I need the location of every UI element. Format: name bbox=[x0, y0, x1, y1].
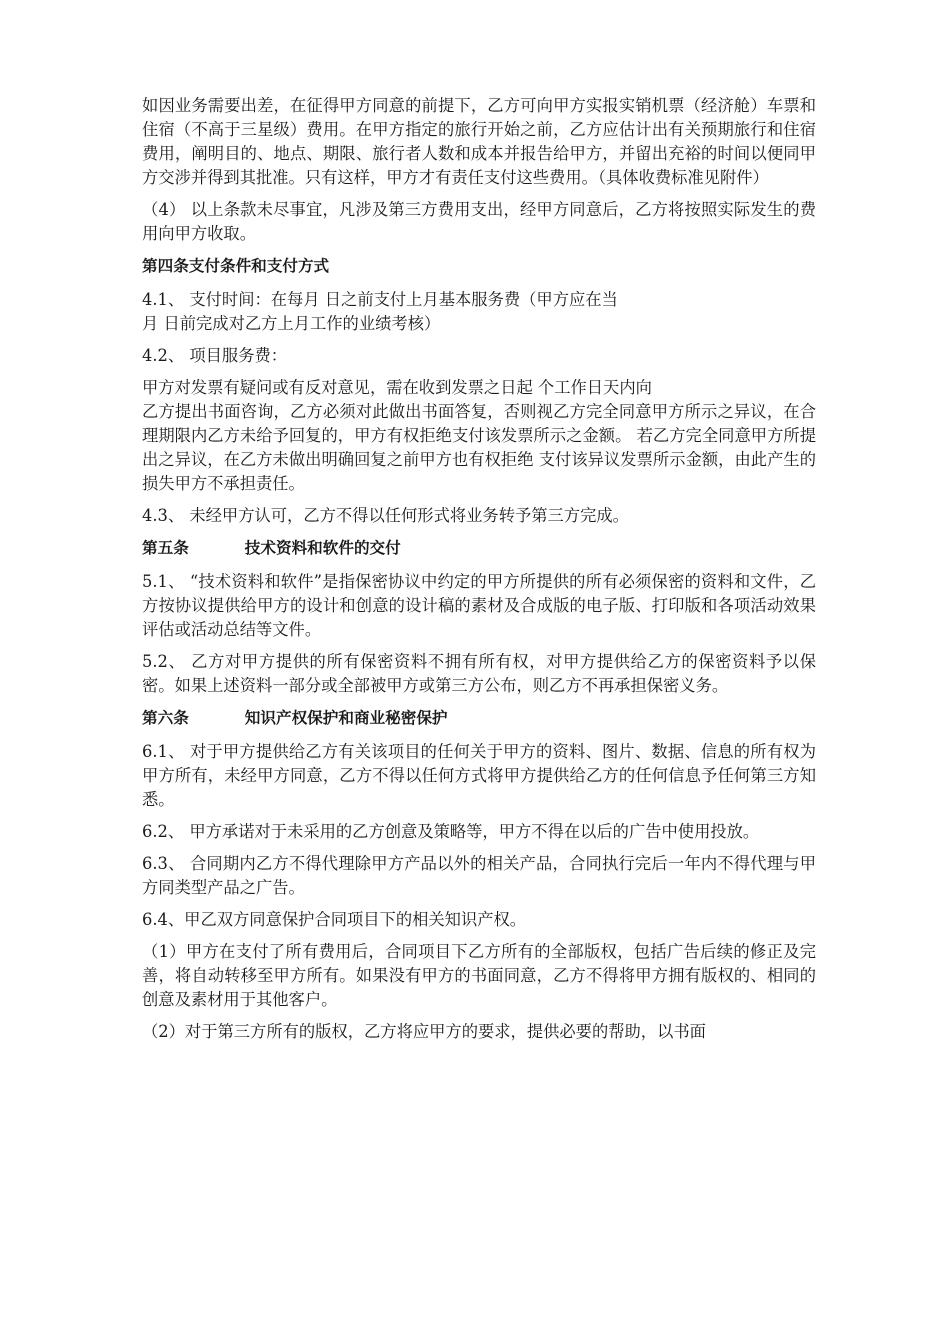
heading-article-4: 第四条支付条件和支付方式 bbox=[142, 257, 330, 275]
document-body bbox=[142, 94, 816, 1052]
invoice-rest: 乙方提出书面咨询，乙方必须对此做出书面答复，否则视乙方完全同意甲方所示之异议，在合理期限内乙方未给予回复的，甲方有权拒绝支付该发票所示之金额。 若乙方完全同意甲方所提出之异议，在乙方未做出明确回复之前甲方也有权拒绝 支付该异议发票所示金额，由此产生的损失甲方不承担责任。 bbox=[142, 402, 816, 493]
clause-5-2: 5.2、 乙方对甲方提供的所有保密资料不拥有所有权，对甲方提供给乙方的保密资料予以保密。如果上述资料一部分或全部被甲方或第三方公布，则乙方不再承担保密义务。 bbox=[142, 652, 816, 695]
clause-5-1: 5.1、 “技术资料和软件”是指保密协议中约定的甲方所提供的所有必须保密的资料和文件，乙方按协议提供给甲方的设计和创意的设计稿的素材及合成版的电子版、打印版和各项活动效果评估或活动总结等文件。 bbox=[142, 572, 816, 639]
clause-4-2: 4.2、 项目服务费： bbox=[142, 346, 288, 365]
clause-4-1-line-1: 4.1、 支付时间：在每月 日之前支付上月基本服务费（甲方应在当 bbox=[142, 290, 618, 309]
clause-6-4-item-2: （2）对于第三方所有的版权，乙方将应甲方的要求，提供必要的帮助，以书面 bbox=[142, 1022, 706, 1041]
paragraph-travel-expenses: 如因业务需要出差，在征得甲方同意的前提下，乙方可向甲方实报实销机票（经济舱）车票和住宿（不高于三星级）费用。在甲方指定的旅行开始之前，乙方应估计出有关预期旅行和住宿费用，阐明目的、地点、期限、旅行者人数和成本并报告给甲方，并留出充裕的时间以便同甲方交涉并得到其批准。只有这样，甲方才有责任支付这些费用。（具体收费标准见附件） bbox=[142, 96, 816, 187]
clause-4-1-line-2: 月 日前完成对乙方上月工作的业绩考核） bbox=[142, 314, 441, 333]
clause-6-3: 6.3、 合同期内乙方不得代理除甲方产品以外的相关产品，合同执行完后一年内不得代理与甲方同类型产品之广告。 bbox=[142, 854, 816, 897]
clause-4-3: 4.3、 未经甲方认可，乙方不得以任何形式将业务转予第三方完成。 bbox=[142, 506, 629, 525]
heading-article-5 bbox=[142, 536, 816, 560]
clause-6-4: 6.4、甲乙双方同意保护合同项目下的相关知识产权。 bbox=[142, 910, 527, 929]
clause-4-1 bbox=[142, 288, 816, 336]
heading-article-6-number: 第六条 bbox=[142, 709, 189, 727]
clause-6-2: 6.2、 甲方承诺对于未采用的乙方创意及策略等，甲方不得在以后的广告中使用投放。 bbox=[142, 822, 760, 841]
heading-article-6 bbox=[142, 706, 816, 730]
heading-article-5-number: 第五条 bbox=[142, 539, 189, 557]
heading-article-6-title: 知识产权保护和商业秘密保护 bbox=[244, 709, 448, 727]
clause-6-4-item-1: （1）甲方在支付了所有费用后，合同项目下乙方所有的全部版权，包括广告后续的修正及完善，将自动转移至甲方所有。如果没有甲方的书面同意，乙方不得将甲方拥有版权的、相同的创意及素材用于其他客户。 bbox=[142, 942, 816, 1009]
paragraph-invoice-objection bbox=[142, 376, 816, 496]
invoice-line-1: 甲方对发票有疑问或有反对意见，需在收到发票之日起 个工作日天内向 bbox=[142, 378, 652, 397]
paragraph-item-4: （4） 以上条款未尽事宜，凡涉及第三方费用支出，经甲方同意后，乙方将按照实际发生的费用向甲方收取。 bbox=[142, 200, 816, 243]
heading-article-5-title: 技术资料和软件的交付 bbox=[244, 539, 401, 557]
clause-6-1: 6.1、 对于甲方提供给乙方有关该项目的任何关于甲方的资料、图片、数据、信息的所有权为甲方所有，未经甲方同意，乙方不得以任何方式将甲方提供给乙方的任何信息予任何第三方知悉。 bbox=[142, 742, 816, 809]
